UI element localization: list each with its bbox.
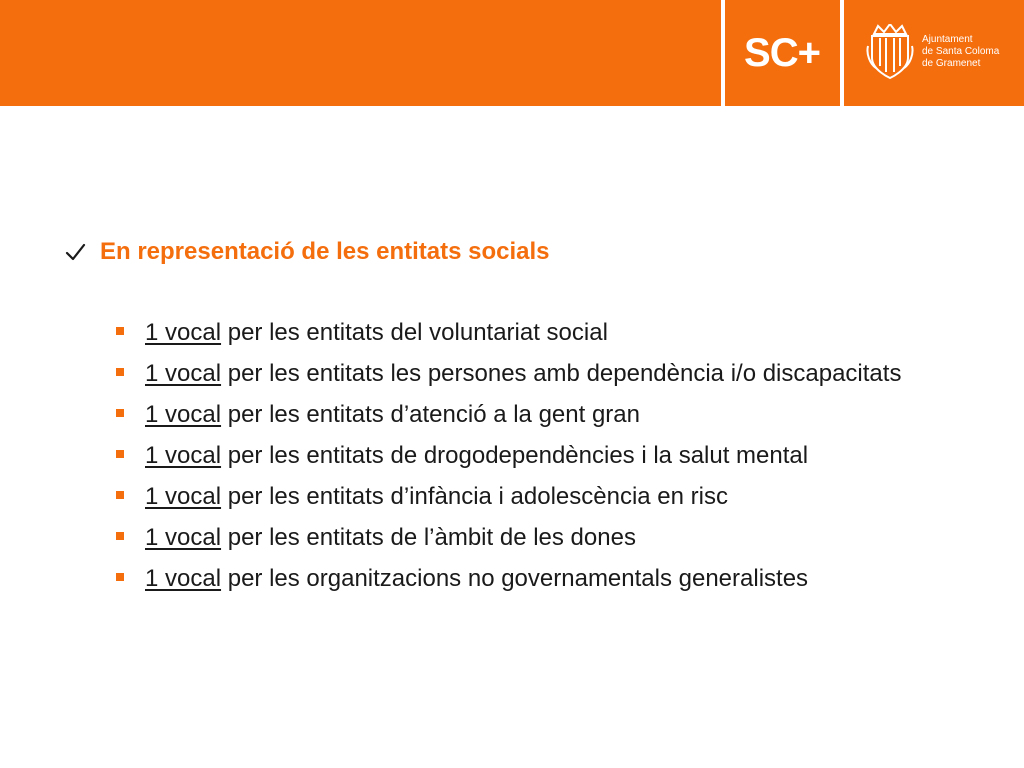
- section-heading: [64, 238, 550, 266]
- list-item: [114, 523, 994, 553]
- vocal-count: 1 vocal: [145, 319, 222, 346]
- checkmark-icon: [64, 241, 86, 263]
- square-bullet-icon: [116, 491, 124, 499]
- list-item-text: per les entitats d’infància i adolescència en risc: [221, 483, 728, 510]
- crest-icon: [866, 24, 914, 80]
- square-bullet-icon: [116, 368, 124, 376]
- list-item: [114, 318, 994, 348]
- municipality-line-2: de Santa Coloma: [922, 46, 1000, 57]
- municipality-line-3: de Gramenet: [922, 58, 981, 69]
- list-item: [114, 564, 994, 594]
- list-item-text: per les entitats d’atenció a la gent gran: [221, 401, 640, 428]
- vocal-count: 1 vocal: [145, 442, 222, 469]
- vocal-count: 1 vocal: [145, 524, 222, 551]
- list-item-text: per les organitzacions no governamentals generalistes: [221, 565, 809, 592]
- list-item-text: per les entitats del voluntariat social: [221, 319, 608, 346]
- municipality-line-1: Ajuntament: [922, 34, 973, 45]
- municipality-name: [922, 34, 999, 70]
- square-bullet-icon: [116, 409, 124, 417]
- list-item-text: per les entitats de drogodependències i la salut mental: [221, 442, 809, 469]
- vocal-count: 1 vocal: [145, 401, 222, 428]
- header-divider: [721, 0, 725, 106]
- square-bullet-icon: [116, 532, 124, 540]
- list-item: [114, 359, 994, 389]
- list-item-text: per les entitats les persones amb dependència i/o discapacitats: [221, 360, 902, 387]
- square-bullet-icon: [116, 573, 124, 581]
- list-item: [114, 482, 994, 512]
- vocal-count: 1 vocal: [145, 483, 222, 510]
- vocal-count: 1 vocal: [145, 360, 222, 387]
- section-heading-text: En representació de les entitats socials: [100, 238, 550, 265]
- header-bar: [0, 0, 1024, 106]
- header-divider: [840, 0, 844, 106]
- square-bullet-icon: [116, 450, 124, 458]
- list-item-text: per les entitats de l’àmbit de les dones: [221, 524, 636, 551]
- list-item: [114, 441, 994, 471]
- square-bullet-icon: [116, 327, 124, 335]
- vocal-count: 1 vocal: [145, 565, 222, 592]
- brand-logo: SC+: [744, 30, 820, 75]
- municipality-logo: [866, 24, 999, 80]
- list-item: [114, 400, 994, 430]
- representatives-list: [114, 318, 994, 605]
